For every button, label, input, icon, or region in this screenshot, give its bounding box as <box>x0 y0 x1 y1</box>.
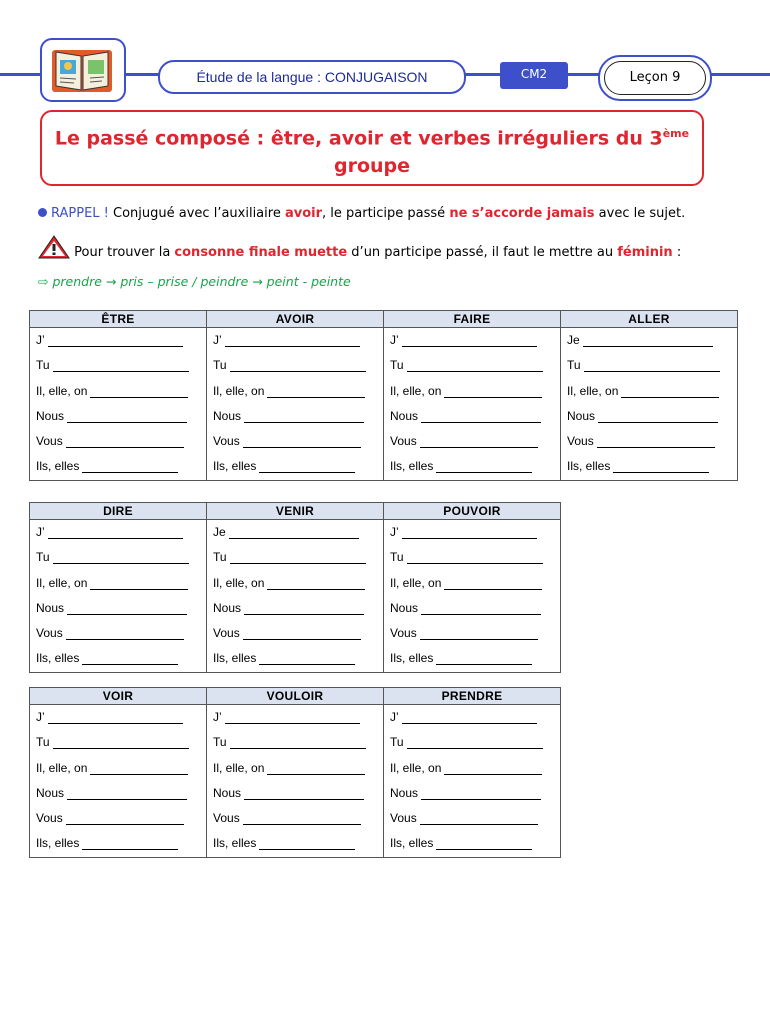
conjugation-row <box>384 454 560 479</box>
pronoun-label: Ils, elles <box>390 836 434 851</box>
conjugation-row <box>561 429 737 454</box>
answer-blank[interactable] <box>90 575 188 590</box>
conjugation-row <box>384 831 560 856</box>
pronoun-label: Ils, elles <box>213 459 257 474</box>
pronoun-label: Tu <box>213 550 227 565</box>
lesson-label: Leçon 9 <box>604 61 706 95</box>
pronoun-label: J’ <box>36 525 45 539</box>
verb-column <box>207 328 384 481</box>
answer-blank[interactable] <box>259 650 355 665</box>
answer-blank[interactable] <box>48 332 183 347</box>
rappel-label: RAPPEL ! <box>51 206 109 221</box>
answer-blank[interactable] <box>82 835 178 850</box>
pronoun-label: Ils, elles <box>390 651 434 666</box>
conjugation-row <box>561 379 737 404</box>
conjugation-row <box>561 328 737 353</box>
pronoun-label: Je <box>213 525 226 539</box>
answer-blank[interactable] <box>225 709 360 724</box>
conjugation-row <box>30 353 206 378</box>
rappel-avoir: avoir <box>284 206 322 221</box>
verb-header: VENIR <box>207 503 384 520</box>
conjugation-table <box>29 687 561 858</box>
rappel-ne: ne <box>449 206 468 221</box>
conjugation-table <box>29 310 738 481</box>
answer-blank[interactable] <box>436 835 532 850</box>
conjugation-row <box>207 454 383 479</box>
pronoun-label: Il, elle, on <box>390 575 442 590</box>
conjugation-row <box>384 353 560 378</box>
pronoun-label: Tu <box>213 735 227 750</box>
table-body-row <box>30 328 738 481</box>
conjugation-row <box>30 328 206 353</box>
answer-blank[interactable] <box>243 810 361 825</box>
verb-header: POUVOIR <box>384 503 561 520</box>
conjugation-row <box>207 379 383 404</box>
answer-blank[interactable] <box>243 433 361 448</box>
pronoun-label: J’ <box>36 333 45 347</box>
answer-blank[interactable] <box>436 650 532 665</box>
conjugation-row <box>561 454 737 479</box>
answer-blank[interactable] <box>267 760 365 775</box>
pronoun-label: Nous <box>36 600 65 615</box>
answer-blank[interactable] <box>402 709 537 724</box>
rappel-jamais: jamais <box>546 206 595 221</box>
answer-blank[interactable] <box>53 734 189 749</box>
pronoun-label: J’ <box>390 525 399 539</box>
answer-blank[interactable] <box>66 433 184 448</box>
pronoun-label: Nous <box>213 600 242 615</box>
verb-column <box>30 328 207 481</box>
answer-blank[interactable] <box>402 524 537 539</box>
conjugation-row <box>30 571 206 596</box>
pronoun-label: Vous <box>567 434 594 449</box>
pronoun-label: Ils, elles <box>213 836 257 851</box>
conjugation-row <box>207 328 383 353</box>
conjugation-row <box>30 596 206 621</box>
rappel-text: avec le sujet. <box>594 206 686 221</box>
answer-blank[interactable] <box>243 625 361 640</box>
rappel-line <box>38 206 685 221</box>
answer-blank[interactable] <box>444 383 542 398</box>
answer-blank[interactable] <box>67 600 187 615</box>
table-header-row <box>30 688 561 705</box>
pronoun-label: Nous <box>213 785 242 800</box>
answer-blank[interactable] <box>67 785 187 800</box>
rappel-text: , le participe passé <box>322 206 450 221</box>
example-line: ⇨ prendre → pris – prise / peindre → peint - peinte <box>38 274 351 289</box>
conjugation-row <box>207 596 383 621</box>
answer-blank[interactable] <box>259 458 355 473</box>
conjugation-row <box>30 756 206 781</box>
pronoun-label: Ils, elles <box>36 459 80 474</box>
answer-blank[interactable] <box>48 524 183 539</box>
conjugation-row <box>207 806 383 831</box>
conjugation-row <box>207 353 383 378</box>
answer-blank[interactable] <box>267 383 365 398</box>
conjugation-row <box>561 353 737 378</box>
conjugation-row <box>30 379 206 404</box>
pronoun-label: Nous <box>390 785 419 800</box>
pronoun-label: Il, elle, on <box>567 383 619 398</box>
answer-blank[interactable] <box>421 408 541 423</box>
lesson-pill <box>598 55 712 101</box>
answer-blank[interactable] <box>66 810 184 825</box>
answer-blank[interactable] <box>244 408 364 423</box>
verb-header: VOIR <box>30 688 207 705</box>
level-badge: CM2 <box>500 62 568 89</box>
verb-header: PRENDRE <box>384 688 561 705</box>
conjugation-row <box>207 545 383 570</box>
warning-feminin: féminin <box>617 245 673 260</box>
conjugation-row <box>384 806 560 831</box>
answer-blank[interactable] <box>230 357 366 372</box>
verb-column <box>30 705 207 858</box>
verb-header: VOULOIR <box>207 688 384 705</box>
pronoun-label: Vous <box>213 626 240 641</box>
conjugation-row <box>384 429 560 454</box>
pronoun-label: Ils, elles <box>36 836 80 851</box>
rappel-saccorde: s’accorde <box>467 206 547 221</box>
pronoun-label: Vous <box>213 811 240 826</box>
conjugation-row <box>207 404 383 429</box>
answer-blank[interactable] <box>48 709 183 724</box>
warning-text: : <box>672 245 682 260</box>
pronoun-label: Tu <box>36 735 50 750</box>
warning-line <box>38 235 681 260</box>
conjugation-row <box>30 806 206 831</box>
pronoun-label: Il, elle, on <box>213 383 265 398</box>
pronoun-label: Ils, elles <box>390 459 434 474</box>
answer-blank[interactable] <box>421 785 541 800</box>
answer-blank[interactable] <box>420 625 538 640</box>
pronoun-label: Ils, elles <box>36 651 80 666</box>
answer-blank[interactable] <box>584 357 720 372</box>
pronoun-label: Il, elle, on <box>213 575 265 590</box>
pronoun-label: Tu <box>390 550 404 565</box>
verb-column <box>384 520 561 673</box>
page-title <box>40 110 704 186</box>
pronoun-label: Il, elle, on <box>36 575 88 590</box>
answer-blank[interactable] <box>420 433 538 448</box>
answer-blank[interactable] <box>82 458 178 473</box>
answer-blank[interactable] <box>421 600 541 615</box>
open-book-icon <box>50 44 114 96</box>
pronoun-label: Nous <box>390 408 419 423</box>
conjugation-row <box>30 404 206 429</box>
answer-blank[interactable] <box>407 549 543 564</box>
answer-blank[interactable] <box>53 357 189 372</box>
conjugation-row <box>30 429 206 454</box>
conjugation-row <box>207 705 383 730</box>
answer-blank[interactable] <box>53 549 189 564</box>
conjugation-row <box>30 454 206 479</box>
pronoun-label: Tu <box>390 358 404 373</box>
answer-blank[interactable] <box>583 332 713 347</box>
pronoun-label: Vous <box>390 626 417 641</box>
answer-blank[interactable] <box>407 734 543 749</box>
answer-blank[interactable] <box>597 433 715 448</box>
conjugation-table <box>29 502 561 673</box>
conjugation-row <box>30 730 206 755</box>
pronoun-label: Vous <box>36 811 63 826</box>
answer-blank[interactable] <box>613 458 709 473</box>
rappel-text: Conjugué avec l’auxiliaire <box>108 206 285 221</box>
conjugation-row <box>384 404 560 429</box>
pronoun-label: Vous <box>390 434 417 449</box>
conjugation-row <box>384 646 560 671</box>
pronoun-label: Il, elle, on <box>36 383 88 398</box>
answer-blank[interactable] <box>436 458 532 473</box>
verb-column <box>561 328 738 481</box>
warning-text: Pour trouver la <box>74 245 175 260</box>
conjugation-row <box>207 730 383 755</box>
answer-blank[interactable] <box>267 575 365 590</box>
pronoun-label: Tu <box>567 358 581 373</box>
conjugation-row <box>561 404 737 429</box>
conjugation-row <box>30 621 206 646</box>
verb-header: AVOIR <box>207 311 384 328</box>
pronoun-label: Tu <box>36 358 50 373</box>
pronoun-label: Nous <box>213 408 242 423</box>
pronoun-label: Il, elle, on <box>390 760 442 775</box>
answer-blank[interactable] <box>66 625 184 640</box>
pronoun-label: Vous <box>36 434 63 449</box>
pronoun-label: Nous <box>390 600 419 615</box>
verb-header: ÊTRE <box>30 311 207 328</box>
subject-pill: Étude de la langue : CONJUGAISON <box>158 60 466 94</box>
pronoun-label: Nous <box>36 785 65 800</box>
answer-blank[interactable] <box>82 650 178 665</box>
pronoun-label: J’ <box>390 710 399 724</box>
answer-blank[interactable] <box>259 835 355 850</box>
pronoun-label: Ils, elles <box>567 459 611 474</box>
title-line1: Le passé composé : être, avoir et verbes irréguliers du 3 <box>54 127 663 150</box>
pronoun-label: Tu <box>36 550 50 565</box>
conjugation-row <box>207 621 383 646</box>
answer-blank[interactable] <box>244 785 364 800</box>
conjugation-row <box>384 705 560 730</box>
conjugation-row <box>384 379 560 404</box>
conjugation-row <box>207 756 383 781</box>
conjugation-row <box>30 781 206 806</box>
conjugation-row <box>207 831 383 856</box>
verb-header: FAIRE <box>384 311 561 328</box>
conjugation-row <box>384 781 560 806</box>
pronoun-label: J’ <box>213 710 222 724</box>
conjugation-row <box>384 730 560 755</box>
verb-column <box>207 520 384 673</box>
conjugation-row <box>207 429 383 454</box>
conjugation-row <box>30 545 206 570</box>
conjugation-row <box>384 596 560 621</box>
conjugation-row <box>384 520 560 545</box>
pronoun-label: Nous <box>36 408 65 423</box>
conjugation-row <box>384 328 560 353</box>
pronoun-label: J’ <box>213 333 222 347</box>
pronoun-label: Vous <box>213 434 240 449</box>
conjugation-row <box>207 520 383 545</box>
title-line2: groupe <box>333 155 411 178</box>
pronoun-label: J’ <box>36 710 45 724</box>
warning-icon <box>38 235 70 259</box>
conjugation-row <box>384 621 560 646</box>
conjugation-row <box>30 831 206 856</box>
table-body-row <box>30 705 561 858</box>
logo <box>40 38 126 102</box>
table-header-row <box>30 503 561 520</box>
table-body-row <box>30 520 561 673</box>
answer-blank[interactable] <box>225 332 360 347</box>
warning-text: d’un participe passé, il faut le mettre au <box>347 245 618 260</box>
answer-blank[interactable] <box>420 810 538 825</box>
conjugation-row <box>30 646 206 671</box>
conjugation-row <box>207 571 383 596</box>
answer-blank[interactable] <box>229 524 359 539</box>
verb-column <box>30 520 207 673</box>
conjugation-row <box>384 545 560 570</box>
answer-blank[interactable] <box>444 760 542 775</box>
title-sup: ème <box>662 127 690 140</box>
answer-blank[interactable] <box>230 549 366 564</box>
table-header-row <box>30 311 738 328</box>
answer-blank[interactable] <box>402 332 537 347</box>
answer-blank[interactable] <box>90 760 188 775</box>
answer-blank[interactable] <box>90 383 188 398</box>
pronoun-label: Il, elle, on <box>36 760 88 775</box>
conjugation-row <box>384 571 560 596</box>
answer-blank[interactable] <box>598 408 718 423</box>
conjugation-row <box>207 781 383 806</box>
pronoun-label: Ils, elles <box>213 651 257 666</box>
answer-blank[interactable] <box>444 575 542 590</box>
pronoun-label: Tu <box>213 358 227 373</box>
bullet-icon <box>38 208 47 217</box>
pronoun-label: Tu <box>390 735 404 750</box>
pronoun-label: Vous <box>390 811 417 826</box>
verb-header: ALLER <box>561 311 738 328</box>
answer-blank[interactable] <box>67 408 187 423</box>
verb-column <box>384 328 561 481</box>
answer-blank[interactable] <box>621 383 719 398</box>
conjugation-row <box>30 520 206 545</box>
conjugation-row <box>207 646 383 671</box>
pronoun-label: Vous <box>36 626 63 641</box>
verb-column <box>384 705 561 858</box>
conjugation-row <box>30 705 206 730</box>
answer-blank[interactable] <box>230 734 366 749</box>
warning-consonne: consonne finale muette <box>174 245 348 260</box>
answer-blank[interactable] <box>244 600 364 615</box>
verb-header: DIRE <box>30 503 207 520</box>
answer-blank[interactable] <box>407 357 543 372</box>
conjugation-row <box>384 756 560 781</box>
pronoun-label: Je <box>567 333 580 347</box>
pronoun-label: Il, elle, on <box>213 760 265 775</box>
pronoun-label: Nous <box>567 408 596 423</box>
pronoun-label: J’ <box>390 333 399 347</box>
verb-column <box>207 705 384 858</box>
pronoun-label: Il, elle, on <box>390 383 442 398</box>
